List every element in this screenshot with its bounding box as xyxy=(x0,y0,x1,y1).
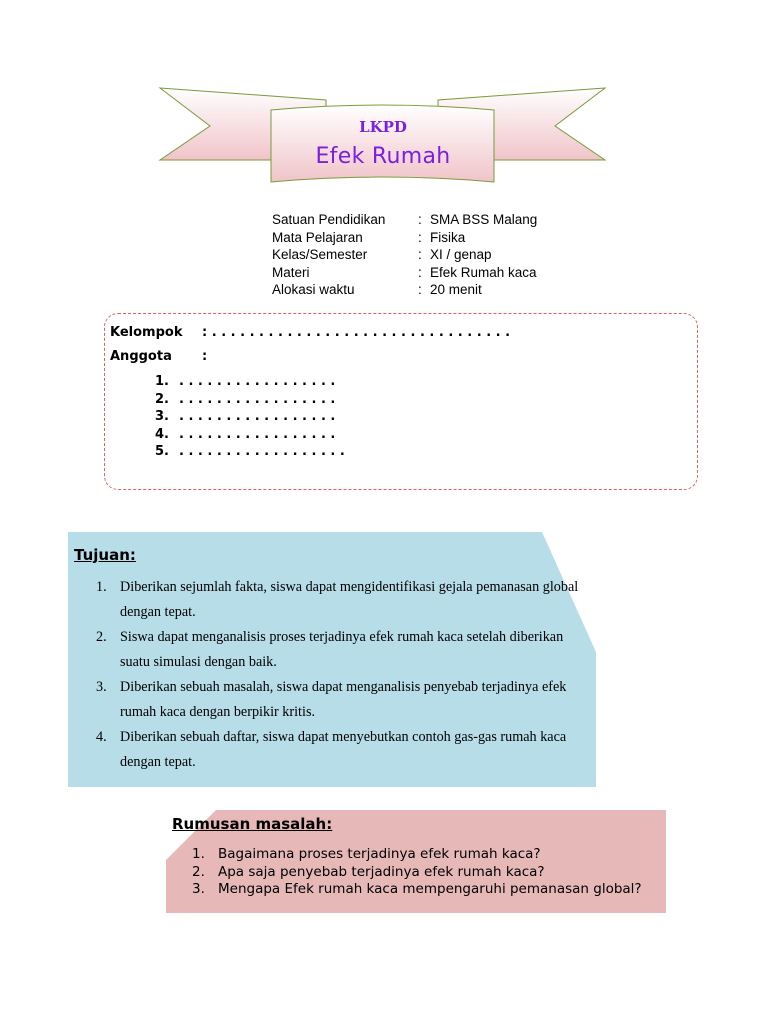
info-row xyxy=(272,246,537,264)
info-value: Fisika xyxy=(430,229,466,245)
rumusan-item xyxy=(192,846,652,864)
tujuan-number: 3. xyxy=(96,679,107,695)
member-number: 5. xyxy=(155,444,169,460)
info-row xyxy=(272,264,537,282)
rumusan-text: Mengapa Efek rumah kaca mempengaruhi pemanasan global? xyxy=(218,881,642,898)
member-dots: . . . . . . . . . . . . . . . . . . xyxy=(179,444,345,460)
member-number: 3. xyxy=(155,409,169,425)
info-value: SMA BSS Malang xyxy=(430,212,538,227)
member-number: 4. xyxy=(155,426,169,442)
tujuan-text: Siswa dapat menganalisis proses terjadinya efek rumah kaca setelah diberikan suatu simulasi dengan baik. xyxy=(120,629,564,670)
rumusan-number: 2. xyxy=(192,863,205,880)
info-key: Kelas/Semester xyxy=(272,247,368,263)
info-sep: : xyxy=(418,212,422,227)
member-item[interactable] xyxy=(155,443,345,461)
tujuan-item xyxy=(96,675,586,725)
member-number: 1. xyxy=(155,374,169,389)
info-key: Materi xyxy=(272,264,310,280)
info-key: Mata Pelajaran xyxy=(272,229,363,245)
rumusan-item xyxy=(192,881,652,899)
member-item[interactable] xyxy=(155,426,345,444)
member-dots: . . . . . . . . . . . . . . . . . xyxy=(179,409,336,425)
member-item[interactable] xyxy=(155,373,345,391)
banner-title: Efek Rumah xyxy=(315,144,451,169)
identity-table xyxy=(272,211,537,299)
tujuan-item xyxy=(96,575,586,625)
member-item[interactable] xyxy=(155,391,345,409)
info-value: Efek Rumah kaca xyxy=(430,264,537,280)
anggota-label: Anggota xyxy=(110,349,172,364)
member-number: 2. xyxy=(155,391,169,407)
info-row xyxy=(272,211,537,229)
tujuan-number: 1. xyxy=(96,579,107,595)
rumusan-list xyxy=(192,846,652,912)
member-list xyxy=(155,373,345,461)
anggota-sep: : xyxy=(202,349,208,364)
rumusan-text: Apa saja penyebab terjadinya efek rumah kaca? xyxy=(218,863,545,880)
info-sep: : xyxy=(418,264,422,280)
title-ribbon xyxy=(0,0,768,200)
rumusan-item xyxy=(192,864,652,882)
rumusan-number: 3. xyxy=(192,881,205,898)
tujuan-text: Diberikan sejumlah fakta, siswa dapat mengidentifikasi gejala pemanasan global dengan tepat. xyxy=(120,579,579,620)
tujuan-number: 4. xyxy=(96,729,107,745)
member-dots: . . . . . . . . . . . . . . . . . xyxy=(179,426,336,442)
tujuan-list xyxy=(96,575,586,775)
banner-subtitle: LKPD xyxy=(359,118,407,136)
tujuan-text: Diberikan sebuah masalah, siswa dapat menganalisis penyebab terjadinya efek rumah kaca dengan berpikir kritis. xyxy=(120,679,567,720)
info-key: Satuan Pendidikan xyxy=(272,212,386,227)
info-sep: : xyxy=(418,282,422,298)
rumusan-text: Bagaimana proses terjadinya efek rumah kaca? xyxy=(218,846,541,862)
tujuan-number: 2. xyxy=(96,629,107,645)
kelompok-field[interactable]: : . . . . . . . . . . . . . . . . . . . . . . . . . . . . . . . . xyxy=(202,325,511,340)
member-item[interactable] xyxy=(155,408,345,426)
info-key: Alokasi waktu xyxy=(272,282,355,298)
info-row xyxy=(272,229,537,247)
tujuan-heading: Tujuan: xyxy=(74,546,136,564)
rumusan-number: 1. xyxy=(192,846,205,862)
info-sep: : xyxy=(418,229,422,245)
info-sep: : xyxy=(418,247,422,263)
tujuan-text: Diberikan sebuah daftar, siswa dapat menyebutkan contoh gas-gas rumah kaca dengan tepat. xyxy=(120,729,567,770)
kelompok-label: Kelompok xyxy=(110,325,183,340)
rumusan-heading: Rumusan masalah: xyxy=(172,815,333,833)
tujuan-item xyxy=(96,725,586,775)
member-dots: . . . . . . . . . . . . . . . . . xyxy=(179,374,336,389)
member-dots: . . . . . . . . . . . . . . . . . xyxy=(179,391,336,407)
tujuan-item xyxy=(96,625,586,675)
info-row xyxy=(272,281,537,299)
info-value: XI / genap xyxy=(430,247,492,263)
info-value: 20 menit xyxy=(430,282,482,298)
